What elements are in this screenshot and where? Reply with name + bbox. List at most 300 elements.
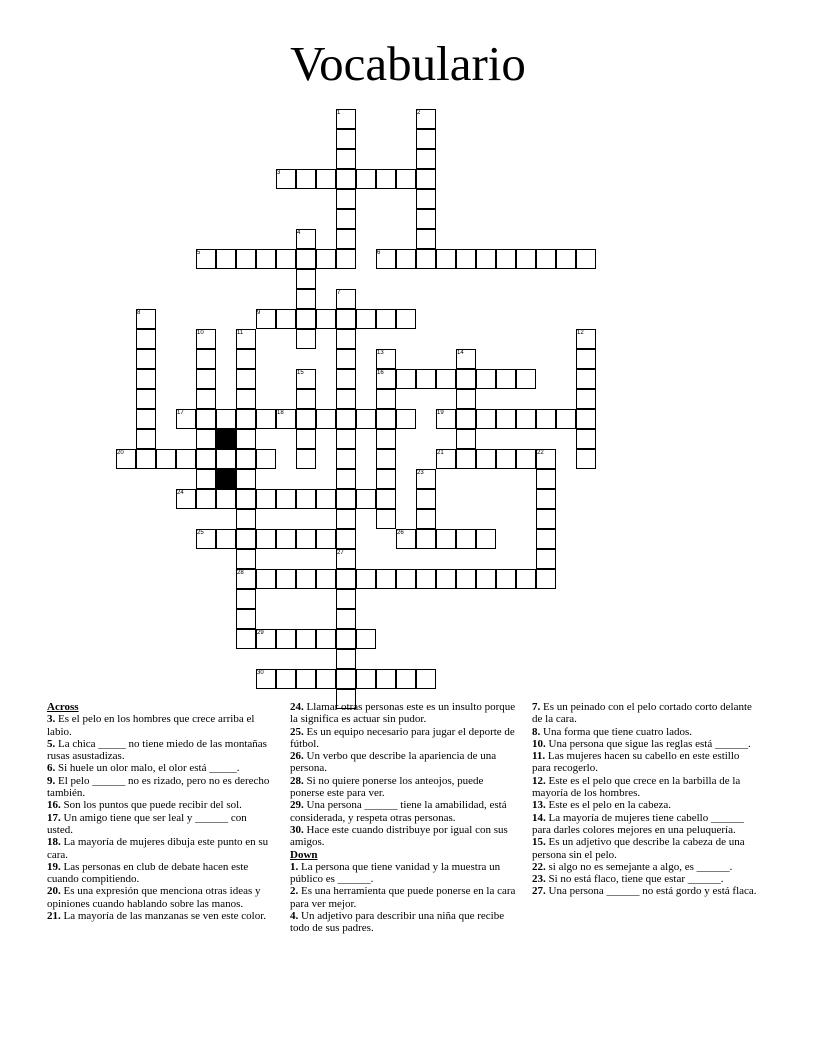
clue-number: 8	[137, 310, 141, 316]
grid-cell[interactable]	[336, 509, 356, 529]
grid-cell[interactable]	[376, 389, 396, 409]
clue-text: La mayoría de mujeres tiene cabello ______ para darles colores mejores en una peluquería.	[532, 811, 744, 836]
grid-cell[interactable]	[176, 449, 196, 469]
grid-cell[interactable]	[136, 329, 156, 349]
grid-cell[interactable]	[276, 629, 296, 649]
grid-cell[interactable]	[456, 369, 476, 389]
grid-cell[interactable]	[216, 249, 236, 269]
clue-item	[47, 738, 275, 763]
grid-cell[interactable]	[456, 569, 476, 589]
grid-cell[interactable]	[376, 469, 396, 489]
clue-number-label: 8.	[532, 725, 541, 738]
clue-item	[47, 812, 275, 837]
grid-cell[interactable]	[316, 169, 336, 189]
grid-cell[interactable]	[216, 489, 236, 509]
clue-item	[290, 885, 518, 910]
grid-cell[interactable]	[236, 469, 256, 489]
grid-cell[interactable]	[456, 429, 476, 449]
grid-cell[interactable]	[416, 569, 436, 589]
clue-number: 17	[177, 410, 184, 416]
page-title: Vocabulario	[290, 36, 526, 91]
grid-cell[interactable]	[416, 669, 436, 689]
clue-text: El pelo ______ no es rizado, pero no es derecho también.	[47, 774, 270, 800]
grid-cell[interactable]	[536, 569, 556, 589]
clue-item	[290, 726, 518, 751]
clue-text: Una persona ______ tiene la amabilidad, está considerada, y respeta otras personas.	[290, 799, 507, 824]
grid-cell[interactable]	[576, 389, 596, 409]
grid-cell[interactable]	[336, 469, 356, 489]
clue-number: 18	[277, 410, 284, 416]
clue-number-label: 29.	[290, 799, 304, 812]
clue-item	[532, 750, 760, 775]
grid-cell[interactable]	[336, 409, 356, 429]
grid-cell[interactable]	[516, 449, 536, 469]
grid-cell[interactable]	[196, 369, 216, 389]
clue-text: Es el pelo en los hombres que crece arriba el labio.	[47, 713, 255, 738]
grid-cell[interactable]	[416, 489, 436, 509]
grid-cell[interactable]	[396, 369, 416, 389]
clue-item	[532, 775, 760, 800]
grid-cell[interactable]	[336, 189, 356, 209]
grid-cell[interactable]	[316, 669, 336, 689]
grid-cell[interactable]	[416, 189, 436, 209]
grid-cell[interactable]	[396, 669, 416, 689]
grid-cell[interactable]	[516, 249, 536, 269]
clue-text: Este es el pelo en la cabeza.	[545, 799, 671, 812]
clue-number-label: 30.	[290, 823, 304, 836]
grid-cell[interactable]	[376, 169, 396, 189]
clue-item	[47, 836, 275, 861]
grid-cell[interactable]	[216, 529, 236, 549]
grid-cell[interactable]	[136, 409, 156, 429]
grid-cell[interactable]	[276, 309, 296, 329]
grid-cell[interactable]	[576, 349, 596, 369]
grid-cell[interactable]	[296, 309, 316, 329]
grid-cell[interactable]	[236, 609, 256, 629]
clue-number-label: 1.	[290, 860, 299, 873]
grid-cell[interactable]	[296, 169, 316, 189]
grid-cell[interactable]	[136, 349, 156, 369]
clue-text: Es una expresión que menciona otras ideas y opiniones cuando hablando sobre las manos.	[47, 885, 261, 910]
grid-cell[interactable]	[416, 529, 436, 549]
grid-cell[interactable]	[576, 429, 596, 449]
grid-cell[interactable]	[476, 449, 496, 469]
clue-text: Una persona que sigue las reglas está ______.	[545, 737, 751, 750]
grid-cell[interactable]	[296, 569, 316, 589]
grid-cell[interactable]	[336, 629, 356, 649]
clue-text: Una forma que tiene cuatro lados.	[540, 725, 693, 738]
clue-item	[290, 824, 518, 849]
grid-cell[interactable]	[516, 369, 536, 389]
grid-cell[interactable]	[256, 409, 276, 429]
grid-cell[interactable]	[536, 249, 556, 269]
grid-cell[interactable]	[316, 569, 336, 589]
grid-cell[interactable]	[576, 249, 596, 269]
grid-cell[interactable]	[336, 349, 356, 369]
clue-item	[532, 861, 760, 873]
grid-cell[interactable]	[396, 309, 416, 329]
grid-cell[interactable]	[236, 429, 256, 449]
clues-column-2	[290, 701, 518, 935]
grid-cell[interactable]	[136, 449, 156, 469]
clue-text: si algo no es semejante a algo, es ______.	[545, 860, 733, 873]
grid-cell[interactable]	[536, 469, 556, 489]
clue-item	[532, 726, 760, 738]
clue-number-label: 4.	[290, 910, 299, 923]
grid-cell[interactable]	[356, 169, 376, 189]
clue-text: La chica _____ no tiene miedo de las montañas rusas asustadizas.	[47, 737, 267, 763]
grid-cell[interactable]	[356, 309, 376, 329]
clue-text: Una persona ______ no está gordo y está flaca.	[545, 885, 757, 898]
grid-cell[interactable]	[236, 449, 256, 469]
clue-text: Es un adjetivo que describe la cabeza de una persona sin el pelo.	[532, 836, 745, 861]
clue-number: 3	[277, 170, 281, 176]
grid-cell[interactable]	[436, 529, 456, 549]
grid-cell[interactable]	[496, 569, 516, 589]
grid-cell[interactable]	[376, 429, 396, 449]
clue-item	[532, 701, 760, 726]
clue-text: Si huele un olor malo, el olor está _____.	[55, 762, 240, 775]
grid-cell[interactable]	[476, 409, 496, 429]
grid-cell[interactable]	[536, 549, 556, 569]
grid-cell[interactable]	[336, 449, 356, 469]
grid-cell[interactable]	[236, 369, 256, 389]
clue-number: 4	[297, 230, 301, 236]
grid-cell[interactable]	[416, 229, 436, 249]
grid-cell[interactable]	[236, 409, 256, 429]
grid-cell[interactable]	[536, 409, 556, 429]
clue-item	[47, 713, 275, 738]
grid-cell[interactable]	[376, 509, 396, 529]
clue-item	[532, 885, 760, 897]
clue-number: 22	[537, 450, 544, 456]
clue-number: 26	[397, 530, 404, 536]
clue-number: 6	[377, 250, 381, 256]
clue-text: Hace este cuando distribuye por igual con sus amigos.	[290, 823, 508, 849]
grid-cell[interactable]	[356, 669, 376, 689]
grid-cell[interactable]	[216, 449, 236, 469]
grid-cell[interactable]	[336, 569, 356, 589]
clue-text: Este es el pelo que crece en la barbilla de la mayoría de los hombres.	[532, 774, 741, 800]
grid-cell[interactable]	[336, 669, 356, 689]
grid-cell[interactable]	[316, 489, 336, 509]
grid-cell[interactable]	[416, 129, 436, 149]
grid-cell[interactable]	[136, 369, 156, 389]
clue-text: Son los puntos que puede recibir del sol.	[60, 799, 242, 812]
clue-number-label: 9.	[47, 774, 56, 787]
grid-cell[interactable]	[196, 409, 216, 429]
clue-item	[290, 910, 518, 935]
grid-cell[interactable]	[256, 529, 276, 549]
grid-cell[interactable]	[536, 509, 556, 529]
clue-text: La mayoría de las manzanas se ven este color.	[60, 910, 267, 923]
grid-cell[interactable]	[356, 629, 376, 649]
clue-number: 19	[437, 410, 444, 416]
grid-cell[interactable]	[336, 129, 356, 149]
grid-cell[interactable]	[456, 409, 476, 429]
clue-number: 11	[237, 330, 244, 336]
grid-cell[interactable]	[336, 529, 356, 549]
grid-cell[interactable]	[336, 589, 356, 609]
clue-number: 20	[117, 450, 124, 456]
clue-number-label: 23.	[532, 873, 546, 886]
grid-cell[interactable]	[376, 449, 396, 469]
grid-cell[interactable]	[356, 569, 376, 589]
clue-item	[47, 775, 275, 800]
grid-cell[interactable]	[476, 249, 496, 269]
grid-cell[interactable]	[336, 149, 356, 169]
grid-cell[interactable]	[396, 169, 416, 189]
grid-cell[interactable]	[236, 629, 256, 649]
grid-cell[interactable]	[196, 349, 216, 369]
clue-item	[47, 861, 275, 886]
grid-cell[interactable]	[316, 309, 336, 329]
clue-number: 29	[257, 630, 264, 636]
clue-text: Si no está flaco, tiene que estar ______.	[545, 873, 724, 886]
grid-cell[interactable]	[256, 569, 276, 589]
grid-cell[interactable]	[136, 389, 156, 409]
clue-number-label: 16.	[47, 799, 61, 812]
grid-cell[interactable]	[356, 489, 376, 509]
down-header: Down	[290, 848, 318, 861]
grid-cell[interactable]	[536, 529, 556, 549]
clue-number-label: 7.	[532, 701, 541, 713]
grid-cell[interactable]	[236, 389, 256, 409]
clue-number-label: 17.	[47, 811, 61, 824]
grid-cell[interactable]	[336, 329, 356, 349]
across-header: Across	[47, 701, 79, 713]
grid-cell[interactable]	[336, 489, 356, 509]
grid-cell[interactable]	[416, 149, 436, 169]
clue-item	[532, 799, 760, 811]
grid-cell[interactable]	[276, 529, 296, 549]
clue-number-label: 20.	[47, 885, 61, 898]
clue-text: Es una herramienta que puede ponerse en la cara para ver mejor.	[290, 885, 516, 910]
grid-cell[interactable]	[336, 229, 356, 249]
clue-number-label: 12.	[532, 774, 546, 787]
clue-number: 30	[257, 670, 264, 676]
grid-cell[interactable]	[316, 529, 336, 549]
clue-text: Es un equipo necesario para jugar el deporte de fútbol.	[290, 725, 515, 750]
clue-number-label: 27.	[532, 885, 546, 898]
clue-item	[532, 812, 760, 837]
clue-text: Llamar otras personas este es un insulto porque la significa es actuar sin pudor.	[290, 701, 516, 726]
grid-cell[interactable]	[276, 669, 296, 689]
grid-cell[interactable]	[316, 409, 336, 429]
clue-item	[47, 910, 275, 922]
clue-number: 13	[377, 350, 384, 356]
grid-cell[interactable]	[436, 369, 456, 389]
clue-text: Las mujeres hacen su cabello en este estillo para recogerlo.	[532, 750, 740, 775]
grid-cell[interactable]	[276, 569, 296, 589]
grid-cell[interactable]	[296, 289, 316, 309]
clue-number-label: 3.	[47, 713, 56, 726]
grid-cell[interactable]	[416, 509, 436, 529]
grid-cell[interactable]	[356, 409, 376, 429]
clue-number-label: 25.	[290, 725, 304, 738]
clue-number-label: 19.	[47, 860, 61, 873]
grid-cell[interactable]	[236, 489, 256, 509]
grid-cell[interactable]	[336, 169, 356, 189]
grid-cell[interactable]	[436, 249, 456, 269]
grid-cell[interactable]	[476, 369, 496, 389]
grid-cell[interactable]	[296, 489, 316, 509]
grid-cell[interactable]	[236, 509, 256, 529]
grid-cell[interactable]	[296, 409, 316, 429]
clue-item	[47, 885, 275, 910]
grid-cell[interactable]	[236, 249, 256, 269]
clue-number: 28	[237, 570, 244, 576]
grid-cell[interactable]	[256, 249, 276, 269]
grid-cell[interactable]	[156, 449, 176, 469]
clue-number-label: 26.	[290, 750, 304, 763]
clue-item	[290, 775, 518, 800]
clue-number: 5	[197, 250, 201, 256]
grid-cell[interactable]	[376, 489, 396, 509]
grid-cell[interactable]	[336, 209, 356, 229]
clue-number-label: 28.	[290, 774, 304, 787]
grid-cell[interactable]	[556, 249, 576, 269]
clue-number: 14	[457, 350, 464, 356]
grid-cell[interactable]	[456, 389, 476, 409]
grid-cell[interactable]	[256, 449, 276, 469]
grid-cell[interactable]	[496, 409, 516, 429]
clue-text: Un adjetivo para describir una niña que recibe todo de sus padres.	[290, 910, 505, 935]
grid-cell[interactable]	[396, 569, 416, 589]
clue-number: 24	[177, 490, 184, 496]
grid-cell[interactable]	[236, 349, 256, 369]
clue-item	[532, 873, 760, 885]
grid-cell[interactable]	[416, 249, 436, 269]
grid-cell[interactable]	[436, 569, 456, 589]
grid-cell[interactable]	[556, 409, 576, 429]
clue-item	[532, 738, 760, 750]
clue-number: 27	[337, 550, 344, 556]
grid-cell[interactable]	[236, 549, 256, 569]
grid-cell[interactable]	[196, 489, 216, 509]
grid-cell[interactable]	[336, 249, 356, 269]
grid-cell[interactable]	[396, 249, 416, 269]
grid-cell[interactable]	[256, 489, 276, 509]
grid-cell[interactable]	[376, 669, 396, 689]
grid-cell[interactable]	[296, 269, 316, 289]
grid-cell[interactable]	[536, 489, 556, 509]
grid-cell[interactable]	[576, 369, 596, 389]
grid-cell[interactable]	[316, 249, 336, 269]
grid-cell[interactable]	[376, 409, 396, 429]
grid-cell[interactable]	[236, 529, 256, 549]
grid-cell[interactable]	[316, 629, 336, 649]
grid-cell[interactable]	[476, 569, 496, 589]
grid-cell[interactable]	[296, 529, 316, 549]
grid-cell[interactable]	[456, 529, 476, 549]
grid-cell[interactable]	[236, 589, 256, 609]
grid-cell[interactable]	[336, 649, 356, 669]
grid-cell[interactable]	[276, 249, 296, 269]
grid-cell[interactable]	[516, 409, 536, 429]
clue-number: 23	[417, 470, 424, 476]
grid-cell[interactable]	[496, 249, 516, 269]
clues-column-1	[47, 701, 275, 922]
grid-cell[interactable]	[416, 169, 436, 189]
grid-cell[interactable]	[476, 529, 496, 549]
clue-item	[47, 762, 275, 774]
clue-number: 16	[377, 370, 384, 376]
grid-cell[interactable]	[336, 429, 356, 449]
clue-number-label: 21.	[47, 910, 61, 923]
clue-text: Si no quiere ponerse los anteojos, puede ponerse este para ver.	[290, 774, 484, 800]
clue-item	[290, 750, 518, 775]
grid-cell[interactable]	[276, 489, 296, 509]
clue-number-label: 11.	[532, 750, 546, 763]
grid-cell[interactable]	[296, 669, 316, 689]
grid-cell[interactable]	[296, 449, 316, 469]
grid-cell[interactable]	[576, 449, 596, 469]
black-cell	[216, 469, 236, 489]
clue-item	[290, 861, 518, 886]
clue-number-label: 2.	[290, 885, 299, 898]
grid-cell[interactable]	[296, 249, 316, 269]
grid-cell[interactable]	[336, 309, 356, 329]
grid-cell[interactable]	[416, 369, 436, 389]
clue-number-label: 15.	[532, 836, 546, 849]
grid-cell[interactable]	[296, 429, 316, 449]
grid-cell[interactable]	[296, 329, 316, 349]
clue-text: Es un peinado con el pelo cortado corto delante de la cara.	[532, 701, 752, 726]
clue-text: Las personas en club de debate hacen este cuando compitiendo.	[47, 860, 249, 886]
clue-number-label: 13.	[532, 799, 546, 812]
clues-column-3	[532, 701, 760, 898]
grid-cell[interactable]	[496, 369, 516, 389]
clue-text: Un verbo que describe la apariencia de una persona.	[290, 750, 497, 775]
grid-cell[interactable]	[396, 409, 416, 429]
grid-cell[interactable]	[456, 449, 476, 469]
grid-cell[interactable]	[196, 469, 216, 489]
grid-cell[interactable]	[136, 429, 156, 449]
grid-cell[interactable]	[516, 569, 536, 589]
clue-number-label: 14.	[532, 811, 546, 824]
grid-cell[interactable]	[336, 369, 356, 389]
black-cell	[216, 429, 236, 449]
grid-cell[interactable]	[196, 429, 216, 449]
clue-item	[290, 701, 518, 726]
grid-cell[interactable]	[496, 449, 516, 469]
clue-number: 9	[257, 310, 261, 316]
grid-cell[interactable]	[416, 209, 436, 229]
grid-cell[interactable]	[296, 629, 316, 649]
clue-text: Un amigo tiene que ser leal y ______ con usted.	[47, 811, 247, 836]
clue-item	[290, 799, 518, 824]
clue-text: La persona que tiene vanidad y la muestra un público es ______.	[290, 860, 501, 886]
clue-number: 25	[197, 530, 204, 536]
clue-number-label: 6.	[47, 762, 56, 775]
grid-cell[interactable]	[196, 389, 216, 409]
clue-number-label: 18.	[47, 836, 61, 849]
grid-cell[interactable]	[576, 409, 596, 429]
grid-cell[interactable]	[216, 409, 236, 429]
clue-number: 12	[577, 330, 584, 336]
grid-cell[interactable]	[376, 569, 396, 589]
clue-number: 7	[337, 290, 341, 296]
clue-number-label: 10.	[532, 737, 546, 750]
grid-cell[interactable]	[296, 389, 316, 409]
grid-cell[interactable]	[376, 309, 396, 329]
clue-number-label: 5.	[47, 737, 56, 750]
grid-cell[interactable]	[456, 249, 476, 269]
grid-cell[interactable]	[196, 449, 216, 469]
grid-cell[interactable]	[336, 389, 356, 409]
grid-cell[interactable]	[336, 609, 356, 629]
